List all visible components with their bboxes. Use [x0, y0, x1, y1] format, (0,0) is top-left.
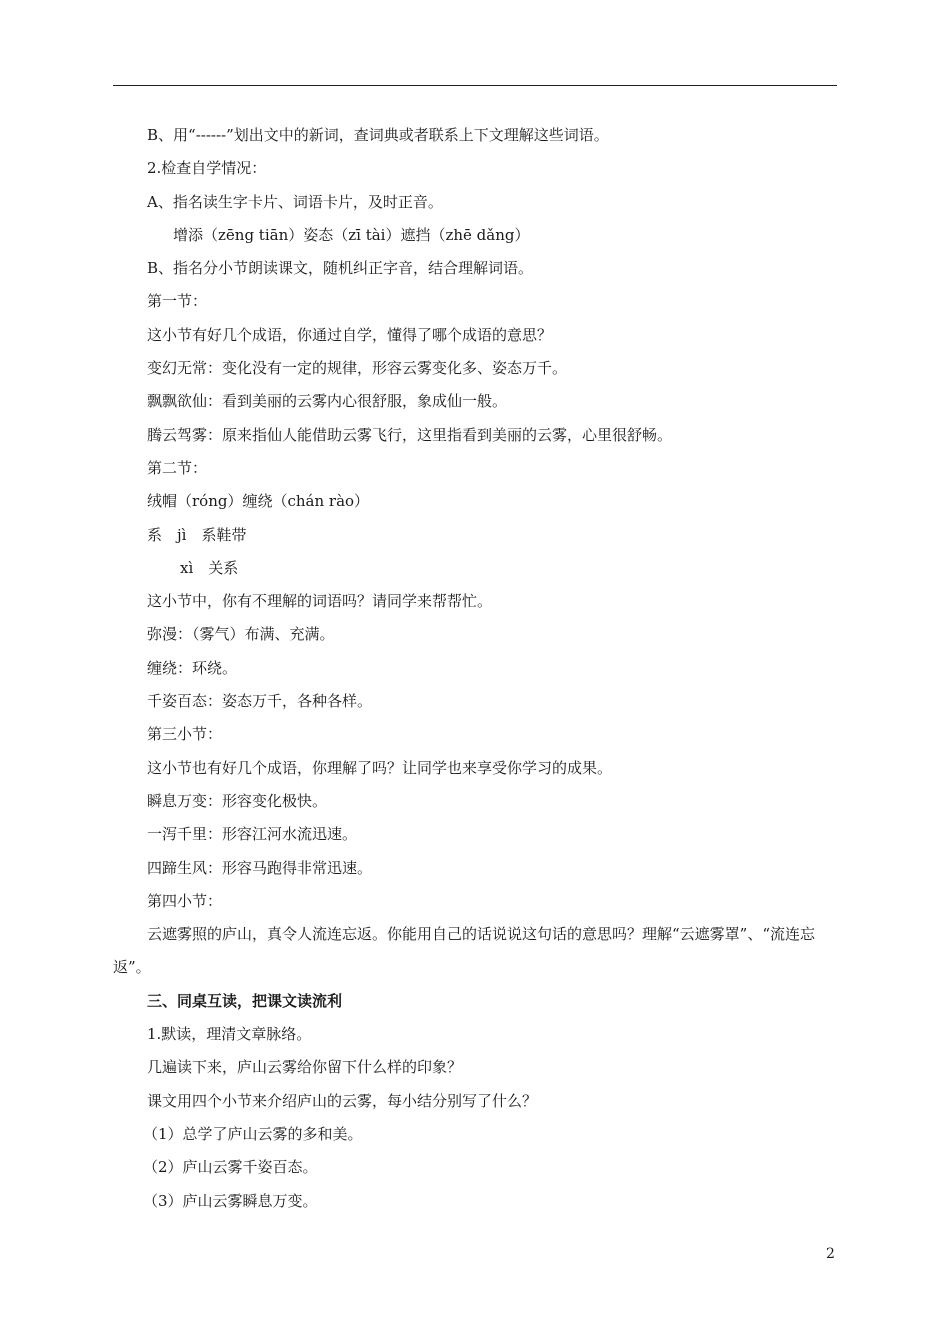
text-line: B、用“------”划出文中的新词，查词典或者联系上下文理解这些词语。: [147, 126, 609, 144]
text-line: 这小节中，你有不理解的词语吗？请同学来帮帮忙。: [147, 592, 493, 611]
text-line: B、指名分小节朗读课文，随机纠正字音，结合理解词语。: [147, 259, 534, 278]
text-line: 这小节有好几个成语，你通过自学，懂得了哪个成语的意思？: [147, 325, 553, 344]
section-heading: 第一节：: [147, 292, 208, 311]
text-line: 一泻千里：形容江河水流迅速。: [147, 825, 358, 844]
text-line: 缠绕：环绕。: [147, 658, 238, 677]
text-line: 弥漫：（雾气）布满、充满。: [147, 625, 335, 644]
text-line: 四蹄生风：形容马跑得非常迅速。: [147, 858, 373, 877]
pinyin-line: 绒帽（róng）缠绕（chán rào）: [147, 492, 370, 511]
text-line: 瞬息万变：形容变化极快。: [147, 791, 328, 810]
section-heading: 第二节：: [147, 458, 208, 477]
text-line: 几遍读下来，庐山云雾给你留下什么样的印象？: [147, 1058, 463, 1077]
section-title: 三、同桌互读，把课文读流利: [147, 991, 343, 1010]
pinyin-line: xì 关系: [180, 558, 239, 577]
text-line: 这小节也有好几个成语，你理解了吗？让同学也来享受你学习的成果。: [147, 758, 613, 777]
list-item: （2）庐山云雾千姿百态。: [143, 1158, 318, 1177]
text-paragraph: 云遮雾照的庐山，真令人流连忘返。你能用自己的话说说这句话的意思吗？理解“云遮雾罩”、“流连忘返”。: [113, 925, 816, 977]
text-line: 2.检查自学情况：: [147, 159, 267, 178]
text-line: 变幻无常：变化没有一定的规律，形容云雾变化多、姿态万千。: [147, 359, 568, 378]
text-line: 千姿百态：姿态万千，各种各样。: [147, 692, 373, 711]
section-heading: 第三小节：: [147, 725, 223, 744]
list-item: （1）总学了庐山云雾的多和美。: [143, 1124, 363, 1143]
text-line: 1.默读，理清文章脉络。: [147, 1025, 312, 1044]
page-number: 2: [826, 1246, 835, 1262]
pinyin-line: 系 jì 系鞋带: [147, 525, 247, 544]
text-line: 课文用四个小节来介绍庐山的云雾，每小结分别写了什么？: [147, 1091, 538, 1110]
header-rule: [113, 85, 837, 86]
list-item: （3）庐山云雾瞬息万变。: [143, 1191, 318, 1210]
text-line: 飘飘欲仙：看到美丽的云雾内心很舒服，象成仙一般。: [147, 392, 508, 411]
pinyin-line: 增添（zēng tiān）姿态（zī tài）遮挡（zhē dǎng）: [173, 225, 530, 244]
text-line: 腾云驾雾：原来指仙人能借助云雾飞行，这里指看到美丽的云雾，心里很舒畅。: [147, 425, 673, 444]
document-body: [113, 119, 837, 1218]
section-heading: 第四小节：: [147, 891, 223, 910]
text-line: A、指名读生字卡片、词语卡片，及时正音。: [147, 192, 443, 211]
